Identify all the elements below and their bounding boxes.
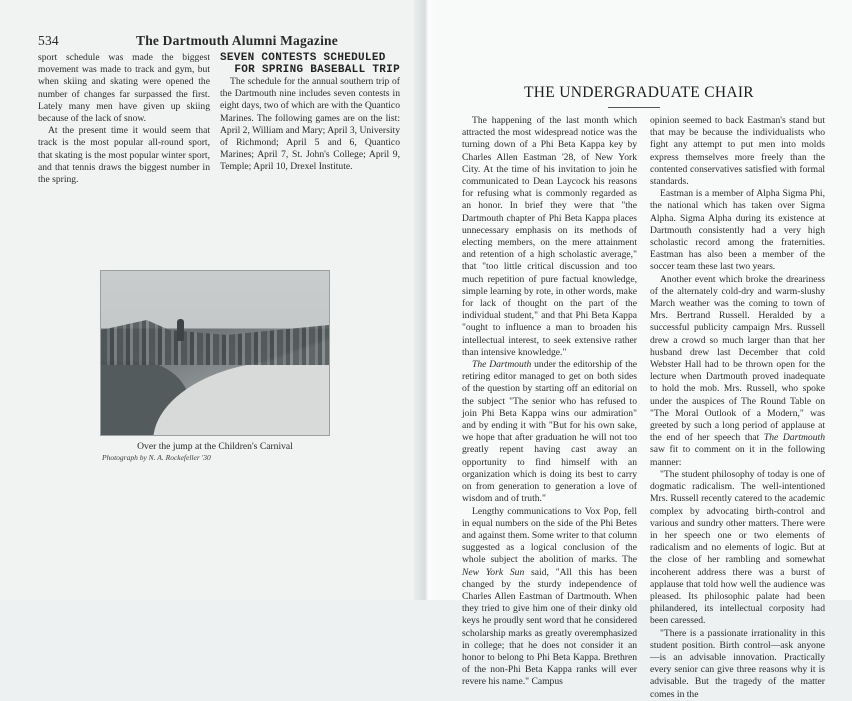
- left-column-1: [38, 52, 210, 186]
- photo-jumper: [177, 319, 184, 341]
- right-column-1: [462, 115, 637, 689]
- left-column-2: [220, 52, 400, 174]
- paragraph: The happening of the last month which attracted the most widespread notice was the turning down of a Phi Beta Kappa key by Charles Allen Eastman '28, of New York City. At the time of his invitation to join he communicated to Dean Laycock his reasons for refusing what is commonly regarded as an honor. In brief they were that "the Dartmouth chapter of Phi Beta Kappa places unnecessary emphasis on its methods of electing members, on the mere attainment and retention of a high scholastic average," that "too little critical discussion and too much repetition of pure factual knowledge, simple learning by rote, in other words, make for lack of thought on the part of the individual student," and that Phi Beta Kappa "ought to influence a man to broaden his intellectual interest, to seek extensive rather than intensive knowledge.": [462, 115, 637, 358]
- photo-credit: Photograph by N. A. Rockefeller '30: [102, 453, 211, 462]
- photo-caption: Over the jump at the Children's Carnival: [137, 441, 293, 452]
- page-number: 534: [38, 33, 59, 48]
- paragraph: "The student philosophy of today is one of dogmatic radicalism. The well-intentioned Mrs. Russell recently catered to the academic complex by advocating birth-control and various and sundry other matters. There were in her speech one or two elements of radicalism and no elements of logic. But at the close of her rambling and somewhat incoherent address there was a burst of applause that told how well the audience was pleased. Its philosophic palate had been philandered, its intellectual corposity had been caressed.: [650, 468, 825, 627]
- paragraph: sport schedule was made the biggest movement was made to track and gym, but when skiing and skating were opened the number of changes far surpassed the first. Lately many men have given up skiing because of the lack of snow.: [38, 52, 210, 125]
- paragraph: [462, 506, 637, 689]
- paragraph-text: Another event which broke the dreariness of the alternately cold-dry and warm-slushy March weather was the coming to town of Mrs. Bertrand Russell. Heralded by a successful publicity campaign Mrs. Russell drew a crowd so much larger than that her husband drew last December that cold Webster Hall had to be thrown open for the lecture when Dartmouth proved inadequate to hold the mob. Mrs. Russell, who spoke under the auspices of The Round Table on "The Moral Outlook of a Modern," was greeted by such a long period of applause at the end of her speech that: [650, 273, 825, 444]
- publication-name: The Dartmouth: [763, 432, 825, 444]
- article-headline: [220, 52, 400, 76]
- publication-name: New York Sun: [462, 566, 525, 578]
- publication-name: The Dartmouth: [472, 359, 532, 371]
- paragraph: opinion seemed to back Eastman's stand but that may be because the individualists who fight any attempt to put men into molds express themselves more freely than the contented conservatives satisfied with formal standards.: [650, 115, 825, 188]
- title-divider: [608, 107, 660, 108]
- paragraph: Eastman is a member of Alpha Sigma Phi, the national which has taken over Sigma Alpha. Sigma Alpha during its existence at Dartmouth consistently had a very high scholastic record among the fraternities. Eastman has also been a member of the soccer team these last two years.: [650, 188, 825, 273]
- paragraph-text: Lengthy communications to Vox Pop, fell in equal numbers on the side of the Phi Betes and against them. Some writer to that column suggested as a logical conclusion of the whole subject the abolition of marks. The: [462, 505, 637, 566]
- paragraph-text: saw fit to comment on it in the following manner:: [650, 444, 825, 468]
- photo-track: [145, 361, 330, 436]
- paragraph: "There is a passionate irrationality in this student position. Birth control—ask anyone—is an advisable innovation. Practically every senior can give three reasons why it is advisable. But the tragedy of the matter comes in the: [650, 627, 825, 700]
- headline-line-2: FOR SPRING BASEBALL TRIP: [234, 64, 400, 76]
- paragraph-text: under the editorship of the retiring editor managed to get on both sides of the question by starting off an editorial on the subject "The senior who has refused to join Phi Beta Kappa wins our admiration" and by ending it with "But for his own sake, we hope that after graduation he will not too greatly repent having cast away an opportunity to find himself with an organization which is doing its best to carry on from generation to generation a love of wisdom and of truth.": [462, 359, 637, 505]
- paragraph-text: said, "All this has been changed by the sturdy independence of Charles Allen Eastman of Dartmouth. When they tried to give him one of their dinky old keys he proudly sent word that he considered scholarship marks as greatly overemphasized in college; that he does not consider it an honor to belong to Phi Beta Kappa. Brethren of the non-Phi Beta Kappa ranks will ever revere his name." Campus: [462, 566, 637, 688]
- ski-jump-photo: [100, 270, 330, 436]
- paragraph: [462, 359, 637, 505]
- photo-crowd: [101, 315, 329, 365]
- paragraph: The schedule for the annual southern trip of the Dartmouth nine includes seven contests in eight days, two of which are with the Quantico Marines. The following games are on the list: April 2, William and Mary; April 3, University of Richmond; April 5 and 6, Quantico Marines; April 7, St. John's College; April 9, Temple; April 10, Drexel Institute.: [220, 76, 400, 173]
- headline-line-1: SEVEN CONTESTS SCHEDULED: [220, 52, 386, 64]
- section-title: THE UNDERGRADUATE CHAIR: [524, 84, 754, 101]
- paragraph: At the present time it would seem that track is the most popular all-round sport, that skating is the most popular winter sport, and that tennis draws the biggest number in the spring.: [38, 125, 210, 186]
- paragraph: [650, 274, 825, 469]
- magazine-title: The Dartmouth Alumni Magazine: [136, 33, 338, 48]
- right-column-2: [650, 115, 825, 701]
